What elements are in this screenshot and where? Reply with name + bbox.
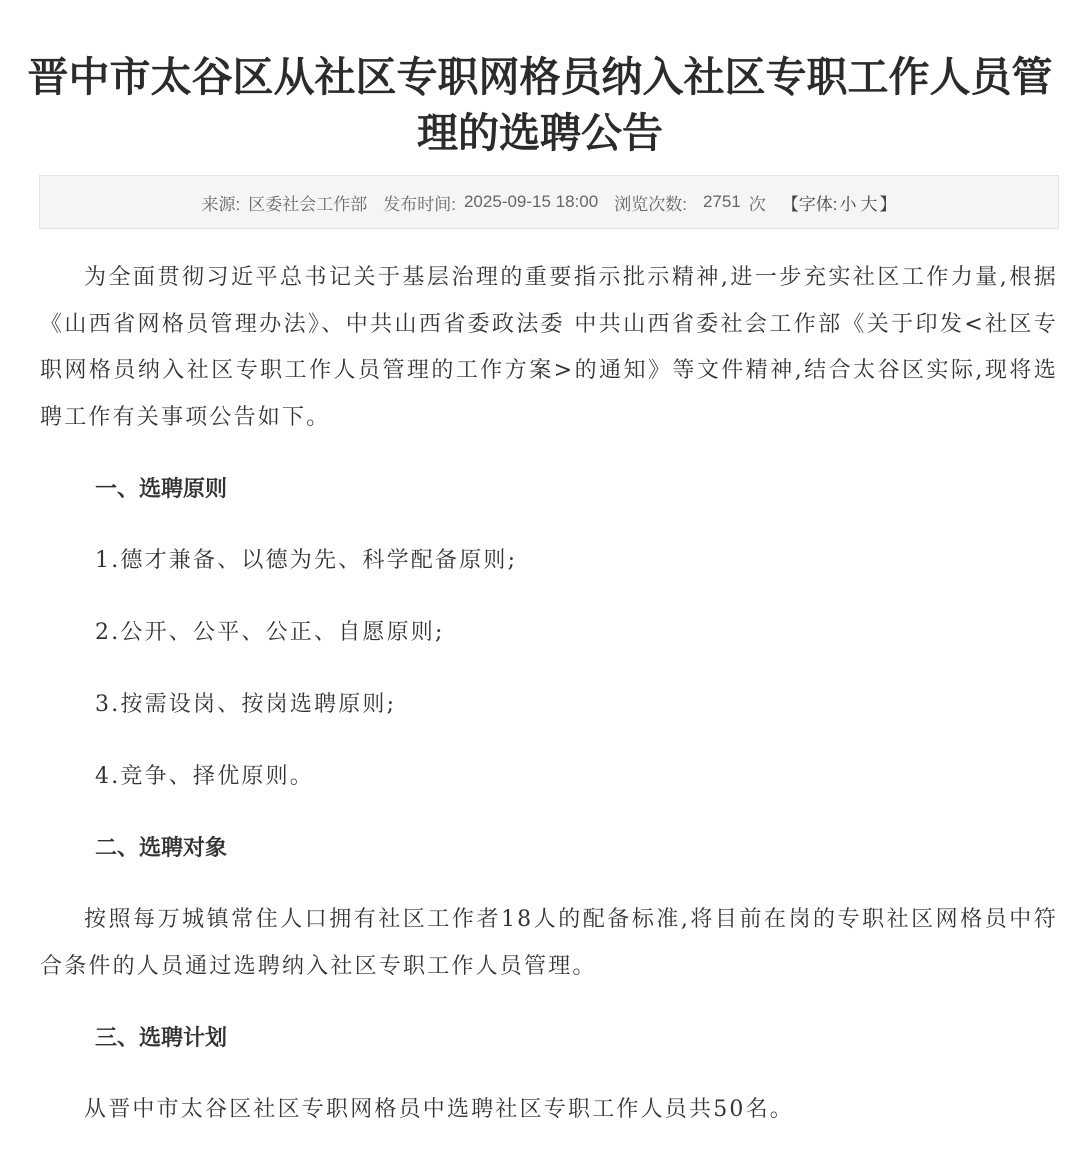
published-value: 2025-09-15 18:00: [463, 192, 599, 211]
source-label: 来源:: [201, 194, 241, 214]
article-meta-bar: [39, 175, 1059, 229]
font-size-large-button[interactable]: 大: [860, 194, 878, 214]
targets-paragraph: 按照每万城镇常住人口拥有社区工作者18人的配备标准,将目前在岗的专职社区网格员中符合条件的人员通过选聘纳入社区专职工作人员管理。: [40, 907, 1058, 979]
principle-item: 1.德才兼备、以德为先、科学配备原则;: [95, 548, 518, 573]
intro-paragraph: 为全面贯彻习近平总书记关于基层治理的重要指示批示精神,进一步充实社区工作力量,根据《山西省网格员管理办法》、中共山西省委政法委 中共山西省委社会工作部《关于印发<社区专职网格员纳入社区专职工作人员管理的工作方案>的通知》等文件精神,结合太谷区实际,现将选聘工作有关事项公告如下。: [40, 265, 1058, 430]
page-title: 晋中市太谷区从社区专职网格员纳入社区专职工作人员管理的选聘公告: [27, 53, 1053, 158]
published-label: 发布时间:: [383, 194, 456, 214]
font-size-close: 】: [879, 194, 897, 214]
views-count: 2751: [702, 192, 741, 211]
font-size-label: 【字体:: [781, 194, 838, 214]
views-unit: 次: [748, 194, 766, 214]
plan-paragraph: 从晋中市太谷区社区专职网格员中选聘社区专职工作人员共50名。: [84, 1097, 794, 1122]
views-label: 浏览次数:: [614, 194, 687, 214]
principle-item: 2.公开、公平、公正、自愿原则;: [95, 620, 445, 645]
article-body: [40, 255, 1058, 1134]
section-heading-targets: 二、选聘对象: [95, 836, 228, 861]
font-size-small-button[interactable]: 小: [839, 194, 857, 214]
section-heading-principles: 一、选聘原则: [95, 477, 228, 502]
source-value: 区委社会工作部: [248, 194, 368, 214]
font-size-control: [782, 190, 897, 215]
principle-item: 4.竞争、择优原则。: [95, 764, 314, 789]
principle-item: 3.按需设岗、按岗选聘原则;: [95, 692, 397, 717]
section-heading-plan: 三、选聘计划: [95, 1026, 228, 1051]
